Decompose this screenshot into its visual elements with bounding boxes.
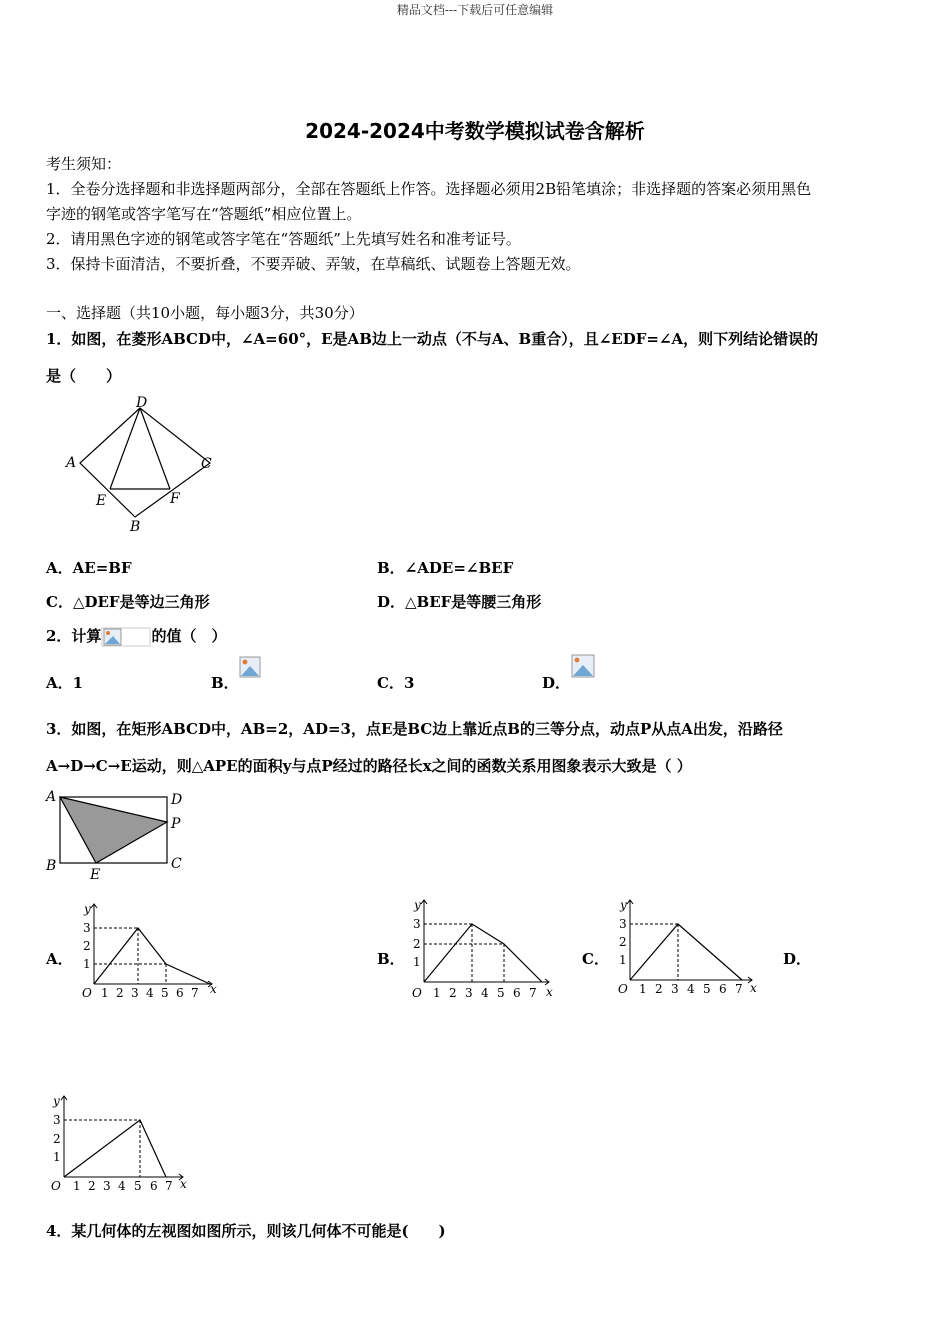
graph-b-xtick: 6 — [513, 986, 521, 1000]
q3-stem-line2: A→D→C→E运动，则△APE的面积y与点P经过的路径长x之间的函数关系用图象表示大致是（ ） — [46, 757, 692, 775]
graph-a-axis-y: y — [84, 902, 91, 916]
q2-option-d[interactable]: D． — [542, 674, 571, 692]
graph-b-xtick: 4 — [481, 986, 489, 1000]
graph-d-xtick: 6 — [150, 1179, 158, 1193]
q1-stem-line1: 1．如图，在菱形ABCD中，∠A=60°，E是AB边上一动点（不与A、B重合），且∠EDF=∠A，则下列结论错误的 — [46, 330, 819, 348]
q3-stem-line1: 3．如图，在矩形ABCD中，AB=2，AD=3，点E是BC边上靠近点B的三等分点，动点P从点A出发，沿路径 — [46, 720, 783, 738]
q3-option-c[interactable]: C． — [582, 950, 609, 968]
page-header: 精品文档---下载后可任意编辑 — [396, 3, 554, 17]
graph-a-origin: O — [82, 986, 92, 1000]
q1-option-b[interactable]: B．∠ADE=∠BEF — [377, 559, 514, 577]
broken-image-icon — [101, 627, 151, 647]
graph-c-ytick: 2 — [619, 935, 627, 949]
graph-c-ytick: 3 — [619, 917, 627, 931]
section-heading: 一、选择题（共10小题，每小题3分，共30分） — [46, 304, 364, 322]
graph-c-origin: O — [618, 982, 628, 996]
graph-a-xtick: 4 — [146, 986, 154, 1000]
graph-d-ytick: 1 — [53, 1150, 61, 1164]
notice-line-1a: 1．全卷分选择题和非选择题两部分，全部在答题纸上作答。选择题必须用2B铅笔填涂；非选择题的答案必须用黑色 — [46, 180, 812, 198]
graph-c-ytick: 1 — [619, 953, 627, 967]
notice-line-1b: 字迹的钢笔或答字笔写在“答题纸”相应位置上。 — [46, 205, 362, 223]
graph-c-axis-x: x — [750, 981, 757, 995]
graph-d-ytick: 2 — [53, 1132, 61, 1146]
graph-a-ytick: 2 — [83, 939, 91, 953]
q2-stem — [46, 625, 226, 647]
q1-rhombus-figure — [62, 395, 222, 537]
q3-option-a[interactable]: A． — [46, 950, 73, 968]
graph-d-xtick: 1 — [73, 1179, 81, 1193]
graph-d-xtick: 3 — [103, 1179, 111, 1193]
q1-label-b: B — [130, 519, 141, 535]
q3-graph-b[interactable] — [406, 896, 558, 1002]
graph-c-xtick: 7 — [735, 982, 743, 996]
graph-a-xtick: 6 — [176, 986, 184, 1000]
q3-graph-a[interactable] — [76, 900, 221, 1002]
graph-b-origin: O — [412, 986, 422, 1000]
graph-d-xtick: 5 — [134, 1179, 142, 1193]
graph-d-origin: O — [51, 1179, 61, 1193]
graph-b-xtick: 3 — [465, 986, 473, 1000]
q2-option-b[interactable]: B． — [211, 674, 239, 692]
q3-option-d[interactable]: D． — [783, 950, 812, 968]
graph-d-xtick: 4 — [118, 1179, 126, 1193]
q3-graph-d[interactable] — [46, 1092, 191, 1194]
graph-a-xtick: 7 — [191, 986, 199, 1000]
graph-a-xtick: 3 — [131, 986, 139, 1000]
q3-label-c: C — [171, 856, 182, 872]
graph-c-axis-y: y — [620, 898, 627, 912]
notice-line-3: 3．保持卡面清洁，不要折叠，不要弄破、弄皱，在草稿纸、试题卷上答题无效。 — [46, 255, 581, 273]
page-title: 2024-2024中考数学模拟试卷含解析 — [305, 119, 645, 143]
graph-c-xtick: 2 — [655, 982, 663, 996]
graph-b-axis-x: x — [546, 985, 553, 999]
q1-label-d: D — [136, 395, 148, 411]
graph-a-xtick: 2 — [116, 986, 124, 1000]
q1-option-c[interactable]: C．△DEF是等边三角形 — [46, 593, 210, 611]
q1-label-a: A — [66, 455, 77, 471]
q3-graph-c[interactable] — [612, 896, 762, 998]
q3-label-d: D — [171, 792, 183, 808]
graph-b-xtick: 2 — [449, 986, 457, 1000]
graph-b-ytick: 3 — [413, 917, 421, 931]
q3-option-b[interactable]: B． — [377, 950, 405, 968]
graph-c-xtick: 6 — [719, 982, 727, 996]
q1-option-a[interactable]: A．AE=BF — [46, 559, 132, 577]
graph-b-xtick: 1 — [433, 986, 441, 1000]
graph-d-xtick: 2 — [88, 1179, 96, 1193]
graph-d-ytick: 3 — [53, 1113, 61, 1127]
graph-b-ytick: 2 — [413, 937, 421, 951]
graph-c-xtick: 3 — [671, 982, 679, 996]
graph-a-axis-x: x — [210, 982, 217, 996]
q3-label-a: A — [46, 789, 57, 805]
graph-b-xtick: 5 — [497, 986, 505, 1000]
q2-stem-post: 的值（ ） — [151, 627, 227, 645]
graph-b-axis-y: y — [414, 898, 421, 912]
q1-label-f: F — [170, 491, 180, 507]
q1-option-d[interactable]: D．△BEF是等腰三角形 — [377, 593, 542, 611]
q3-label-e: E — [90, 867, 101, 883]
q1-label-e: E — [96, 493, 107, 509]
graph-c-xtick: 5 — [703, 982, 711, 996]
graph-c-xtick: 1 — [639, 982, 647, 996]
q4-stem: 4．某几何体的左视图如图所示，则该几何体不可能是( ) — [46, 1222, 446, 1240]
notice-line-2: 2．请用黑色字迹的钢笔或答字笔在“答题纸”上先填写姓名和准考证号。 — [46, 230, 521, 248]
q1-stem-line2: 是（ ） — [46, 367, 122, 385]
graph-a-xtick: 1 — [101, 986, 109, 1000]
notice-heading: 考生须知： — [46, 155, 122, 173]
broken-image-icon — [239, 656, 261, 678]
graph-b-ytick: 1 — [413, 955, 421, 969]
q2-stem-pre: 2．计算 — [46, 627, 102, 645]
graph-d-xtick: 7 — [165, 1179, 173, 1193]
q2-option-a[interactable]: A．1 — [46, 674, 84, 692]
graph-d-axis-x: x — [180, 1177, 187, 1191]
graph-b-xtick: 7 — [529, 986, 537, 1000]
q1-label-c: C — [201, 456, 212, 472]
q3-label-p: P — [171, 816, 181, 832]
graph-d-axis-y: y — [53, 1094, 60, 1108]
graph-c-xtick: 4 — [687, 982, 695, 996]
graph-a-ytick: 1 — [83, 957, 91, 971]
q3-rectangle-figure — [40, 786, 200, 886]
graph-a-xtick: 5 — [161, 986, 169, 1000]
graph-a-ytick: 3 — [83, 921, 91, 935]
q3-label-b: B — [46, 858, 57, 874]
broken-image-icon — [571, 654, 595, 678]
q2-option-c[interactable]: C．3 — [377, 674, 415, 692]
